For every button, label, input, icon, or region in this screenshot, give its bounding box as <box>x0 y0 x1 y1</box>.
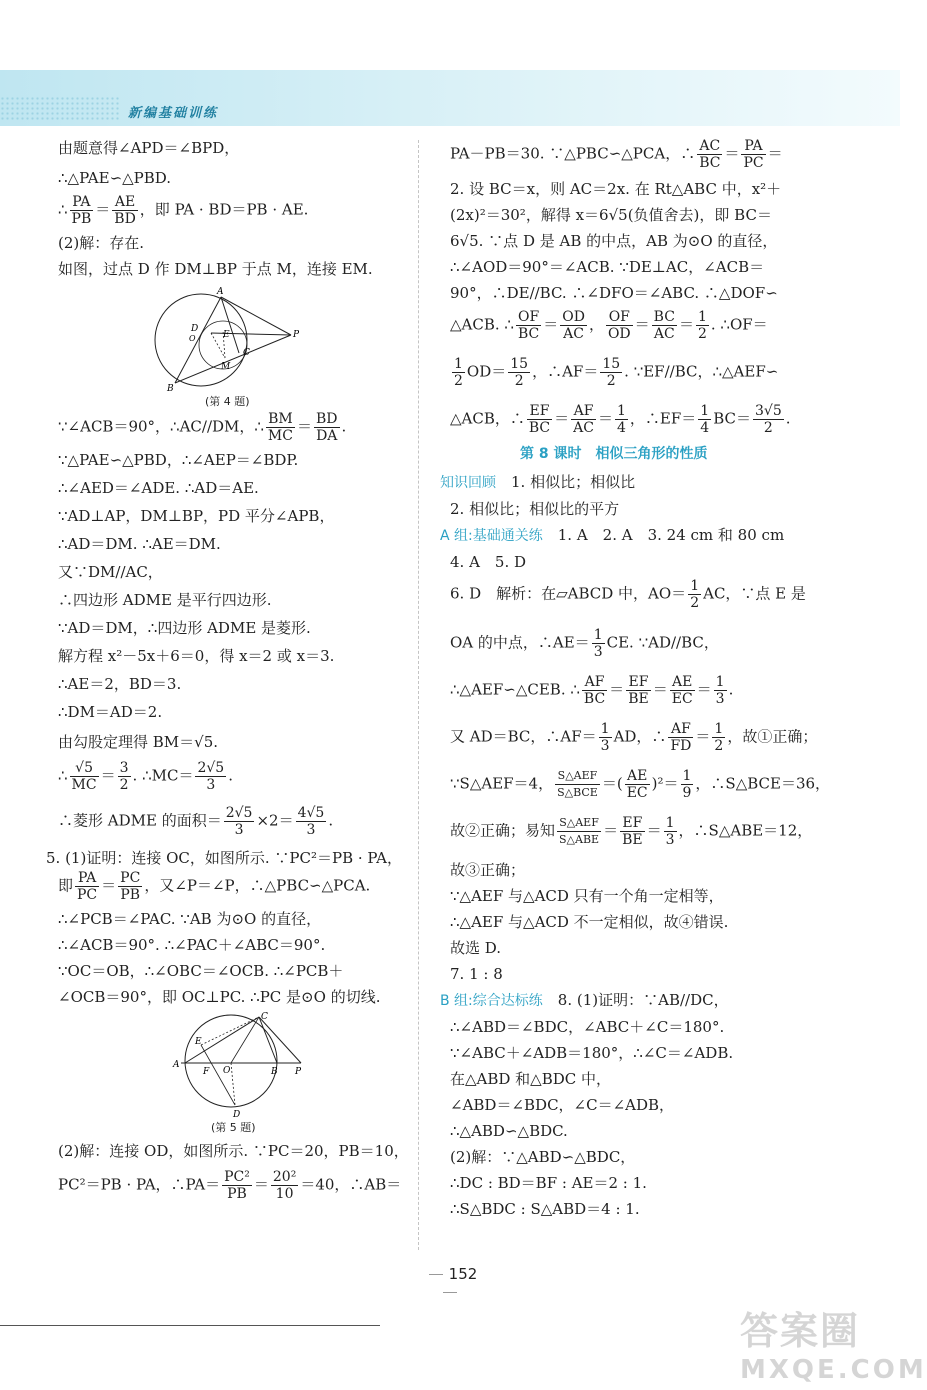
svg-text:B: B <box>167 384 174 394</box>
text-line: ∴ $\frac{√5}{MC}$ ＝ $\frac{3}{2}$ . ∴MC＝ $\frac{2√5}{3}$ . <box>58 760 233 793</box>
text-line: ∵∠ACB＝90°，∴AC//DM，∴ $\frac{BM}{MC}$ ＝ $\frac{BD}{DA}$ . <box>58 411 347 444</box>
text-line: 2. 相似比；相似比的平方 <box>450 500 620 518</box>
right-column <box>440 138 831 1218</box>
section-title: 第 8 课时 相似三角形的性质 <box>520 446 708 462</box>
group-a-tag: A 组:基础通关练 <box>440 528 543 544</box>
text-line: (2x)²＝30²，解得 x＝6√5(负值舍去)，即 BC＝ <box>450 206 772 224</box>
text-line: ∴∠ABD＝∠BDC，∠ABC＋∠C＝180°. <box>450 1018 725 1036</box>
text-line: PC²＝PB · PA，∴PA＝ $\frac{\text{PC²}}{PB}$ ＝ $\frac{\text{20²}}{10}$ ＝40，∴AB＝ <box>58 1169 402 1202</box>
text-line: OA 的中点，∴AE＝ $\frac{1}{3}$ CE. ∵AD//BC， <box>450 627 719 660</box>
text-line: 在△ABD 和△BDC 中， <box>450 1070 612 1088</box>
header-dot-pattern <box>0 96 120 122</box>
svg-text:D: D <box>233 1110 241 1120</box>
header-title: 新编基础训练 <box>128 106 219 121</box>
text-line: ∴∠AED＝∠ADE. ∴AD＝AE. <box>58 479 259 497</box>
text-line: ∵∠ABC＋∠ADB＝180°，∴∠C＝∠ADB. <box>450 1044 734 1062</box>
text-line: 由勾股定理得 BM＝√5. <box>58 733 219 751</box>
text-line: 由题意得∠APD＝∠BPD， <box>58 139 240 157</box>
text-line: ∴S△BDC : S△ABD＝4 : 1. <box>450 1200 640 1218</box>
text-line: ∴△PAE∽△PBD. <box>58 169 172 187</box>
text-line: ∵△AEF 与△ACD 只有一个角一定相等， <box>450 887 724 905</box>
figure-4-caption: (第 4 题) <box>205 395 250 408</box>
text-line: ∵OC＝OB，∴∠OBC＝∠OCB. ∴∠PCB＋ <box>58 962 344 980</box>
text-line: 又∵DM//AC， <box>58 563 163 581</box>
svg-text:O: O <box>189 334 196 343</box>
svg-text:B: B <box>271 1067 278 1077</box>
text-line: 解方程 x²－5x＋6＝0，得 x＝2 或 x＝3. <box>58 647 335 665</box>
text-line: ∴AD＝DM. ∴AE＝DM. <box>58 535 221 553</box>
text-line: (2)解：存在. <box>58 234 145 252</box>
svg-text:A: A <box>217 287 224 297</box>
text-line: 6. D 解析：在▱ABCD 中，AO＝ $\frac{1}{2}$ AC，∵点 E 是 <box>450 578 806 611</box>
text-line: (2)解：∵△ABD∽△BDC， <box>450 1148 636 1166</box>
text-line: ∴菱形 ADME 的面积＝ $\frac{2√5}{3}$ ×2＝ $\frac{4√5}{3}$ . <box>58 805 334 838</box>
text-line: △ACB，∴ $\frac{EF}{BC}$ ＝ $\frac{AF}{AC}$ ＝ $\frac{1}{4}$ ，∴EF＝ $\frac{1}{4}$ BC＝ $\frac{3√5}{2}$ . <box>450 403 791 436</box>
text-line: 如图，过点 D 作 DM⊥BP 于点 M，连接 EM. <box>58 260 373 278</box>
text-line: ∴∠AOD＝90°＝∠ACB. ∵DE⊥AC，∠ACB＝ <box>450 258 765 276</box>
figure-5-caption: (第 5 题) <box>211 1121 256 1134</box>
text-line: ∵AD⊥AP，DM⊥BP，PD 平分∠APB， <box>58 507 335 525</box>
fraction: $\frac{PA}{PB}$ <box>71 194 92 227</box>
text-line: ∴AE＝2，BD＝3. <box>58 675 182 693</box>
text-line: ∴∠PCB＝∠PAC. ∵AB 为⊙O 的直径， <box>58 910 322 928</box>
svg-text:E: E <box>223 330 230 340</box>
svg-text:M: M <box>221 362 231 372</box>
text-line: A 组:基础通关练 1. A 2. A 3. 24 cm 和 80 cm <box>440 526 785 544</box>
text-line: PA－PB＝30. ∵△PBC∽△PCA，∴ $\frac{AC}{BC}$ ＝ $\frac{PA}{PC}$ ＝ <box>450 138 783 171</box>
text-line: △ACB. ∴ $\frac{OF}{BC}$ ＝ $\frac{OD}{AC}$ ， $\frac{OF}{OD}$ ＝ $\frac{BC}{AC}$ ＝ $\frac{1}{2}$ . ∴OF＝ <box>450 309 768 342</box>
text-line: ∵AD＝DM，∴四边形 ADME 是菱形. <box>58 619 311 637</box>
figure-5 <box>173 1011 313 1134</box>
svg-text:E: E <box>195 1037 202 1047</box>
watermark-logo: 答案圈 MXQE.COM <box>740 1309 927 1385</box>
left-column <box>46 138 409 1202</box>
text-line: ∴DM＝AD＝2. <box>58 703 163 721</box>
svg-text:F: F <box>203 1067 210 1077</box>
text-line: ∴△ABD∽△BDC. <box>450 1122 568 1140</box>
svg-text:P: P <box>293 330 300 340</box>
text-line: 故③正确； <box>450 861 526 879</box>
svg-text:A: A <box>173 1060 180 1070</box>
svg-text:C: C <box>243 348 250 358</box>
text-line: ∵△PAE∽△PBD，∴∠AEP＝∠BDP. <box>58 451 299 469</box>
group-b-tag: B 组:综合达标练 <box>440 993 543 1009</box>
text-line: 故②正确；易知 $\frac{\text{S△AEF}}{\text{S△ABE}}$ ＝ $\frac{EF}{BE}$ ＝ $\frac{1}{3}$ ，∴S△ABE＝12， <box>450 815 813 848</box>
page-header-band <box>0 70 900 126</box>
text-line: 又 AD＝BC，∴AF＝ $\frac{1}{3}$ AD，∴ $\frac{AF}{FD}$ ＝ $\frac{1}{2}$ ，故①正确； <box>450 721 818 754</box>
text-line: 4. A 5. D <box>450 553 527 571</box>
text-line: ∴△AEF∽△CEB. ∴ $\frac{AF}{BC}$ ＝ $\frac{EF}{BE}$ ＝ $\frac{AE}{EC}$ ＝ $\frac{1}{3}$ . <box>450 674 734 707</box>
bottom-rule <box>0 1325 380 1326</box>
figure-5-diagram <box>173 1011 313 1121</box>
text-line: ∴ $\frac{PA}{PB}$ ＝ $\frac{AE}{BD}$ ，即 PA · BD＝PB · AE. <box>58 194 309 227</box>
text-line: 即 $\frac{PA}{PC}$ ＝ $\frac{PC}{PB}$ ，又∠P＝∠P，∴△PBC∽△PCA. <box>58 870 371 903</box>
text-line: ∠ABD＝∠BDC，∠C＝∠ADB， <box>450 1096 675 1114</box>
text-line: 2. 设 BC＝x，则 AC＝2x. 在 Rt△ABC 中，x²＋ <box>450 180 782 198</box>
page-number: 152 <box>410 1265 490 1301</box>
text-line: 6√5. ∵点 D 是 AB 的中点，AB 为⊙O 的直径， <box>450 232 778 250</box>
figure-4 <box>153 285 313 415</box>
text-line: ∠OCB＝90°，即 OC⊥PC. ∴PC 是⊙O 的切线. <box>58 988 381 1006</box>
figure-4-diagram <box>153 285 313 400</box>
svg-text:C: C <box>261 1012 268 1022</box>
svg-text:O: O <box>223 1066 231 1076</box>
text-line: B 组:综合达标练 8. (1)证明：∵AB//DC， <box>440 991 729 1009</box>
text-line: ∵S△AEF＝4， $\frac{\text{S△AEF}}{\text{S△BCE}}$ ＝( $\frac{AE}{EC}$ )²＝ $\frac{1}{9}$ ，∴S△BCE＝36， <box>450 768 831 801</box>
text-line: ∴DC : BD＝BF : AE＝2 : 1. <box>450 1174 647 1192</box>
text-line: $\frac{1}{2}$ OD＝ $\frac{15}{2}$ ，∴AF＝ $\frac{15}{2}$ . ∵EF//BC，∴△AEF∽ <box>454 356 779 389</box>
text-line: ∴四边形 ADME 是平行四边形. <box>58 591 272 609</box>
text-line: (2)解：连接 OD，如图所示. ∵PC＝20，PB＝10， <box>58 1142 409 1160</box>
text-line: 知识回顾 1. 相似比；相似比 <box>440 473 636 491</box>
text-line: 7. 1 : 8 <box>450 965 503 983</box>
column-divider <box>418 140 419 1250</box>
text-line: ∴△AEF 与△ACD 不一定相似，故④错误. <box>450 913 729 931</box>
review-tag: 知识回顾 <box>440 475 496 491</box>
text-line: 故选 D. <box>450 939 502 957</box>
fraction: $\frac{AE}{BD}$ <box>114 194 136 227</box>
svg-text:P: P <box>295 1067 302 1077</box>
text-line: 5. (1)证明：连接 OC，如图所示. ∵PC²＝PB · PA， <box>46 849 402 867</box>
svg-text:D: D <box>191 324 199 334</box>
text-line: ∴∠ACB＝90°. ∴∠PAC＋∠ABC＝90°. <box>58 936 326 954</box>
text-line: 90°，∴DE//BC. ∴∠DFO＝∠ABC. ∴△DOF∽ <box>450 284 778 302</box>
